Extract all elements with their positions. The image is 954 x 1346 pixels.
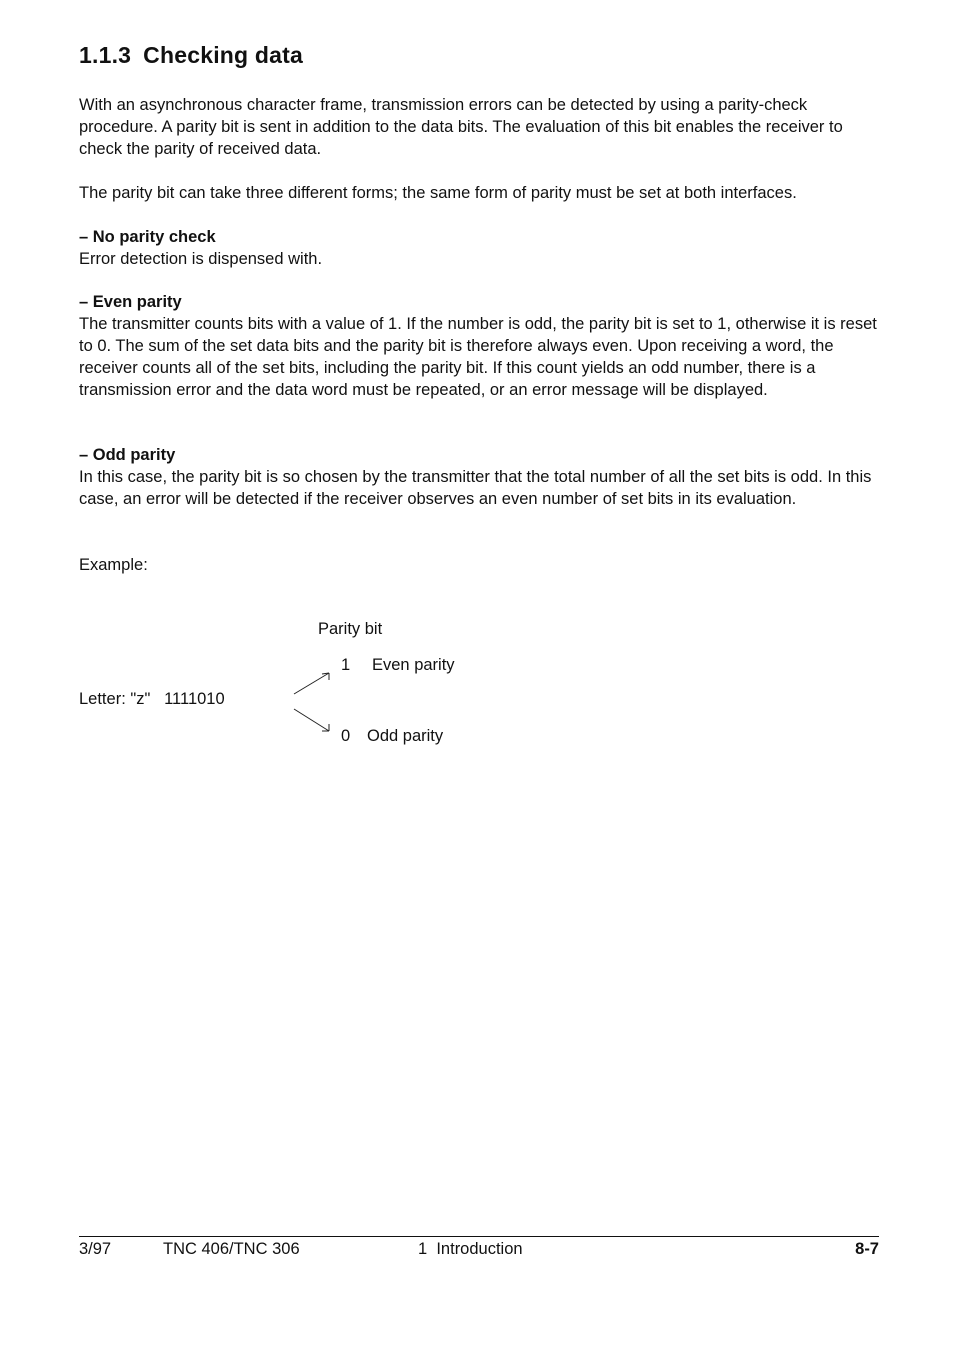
no-parity-body: Error detection is dispensed with. xyxy=(79,250,323,268)
intro-paragraph: With an asynchronous character frame, transmission errors can be detected by using a parity-check procedure. A parity bit is sent in addition to the data bits. The evaluation of this bit enables the receiver to check the parity of received data. xyxy=(79,96,843,158)
even-parity-title: – Even parity xyxy=(79,293,182,311)
odd-parity-bit: 0 xyxy=(341,727,351,745)
section-number: 1.1.3 xyxy=(79,42,132,68)
odd-parity-title: – Odd parity xyxy=(79,446,176,464)
even-parity-bit: 1 xyxy=(341,656,351,674)
letter-name: Letter: "z" xyxy=(79,690,151,708)
example-label: Example: xyxy=(79,556,148,574)
odd-parity-body: In this case, the parity bit is so chosen by the transmitter that the total number of all the set bits is odd. In this case, an error will be detected if the receiver observes an even number of set bits in its evaluation. xyxy=(79,468,872,508)
footer-rule xyxy=(79,1236,879,1237)
forms-paragraph: The parity bit can take three different forms; the same form of parity must be set at both interfaces. xyxy=(79,184,797,202)
letter-bits: 1111010 xyxy=(164,690,225,708)
even-parity-body: The transmitter counts bits with a value of 1. If the number is odd, the parity bit is set to 1, otherwise it is reset to 0. The sum of the set data bits and the parity bit is therefore always even. Upon receiving a word, the receiver counts all of the set bits, including the parity bit. If this count yields an odd number, there is a transmission error and the data word must be repeated, or an error message will be displayed. xyxy=(79,315,877,399)
section-title: Checking data xyxy=(143,42,303,68)
footer-date: 3/97 xyxy=(79,1240,112,1258)
even-parity-label: Even parity xyxy=(372,656,455,674)
parity-bit-header: Parity bit xyxy=(318,620,383,638)
footer-product: TNC 406/TNC 306 xyxy=(163,1240,300,1258)
no-parity-title: – No parity check xyxy=(79,228,216,246)
footer-chapter: 1 Introduction xyxy=(418,1240,523,1258)
page-number: 8-7 xyxy=(855,1240,879,1258)
odd-parity-label: Odd parity xyxy=(367,727,444,745)
